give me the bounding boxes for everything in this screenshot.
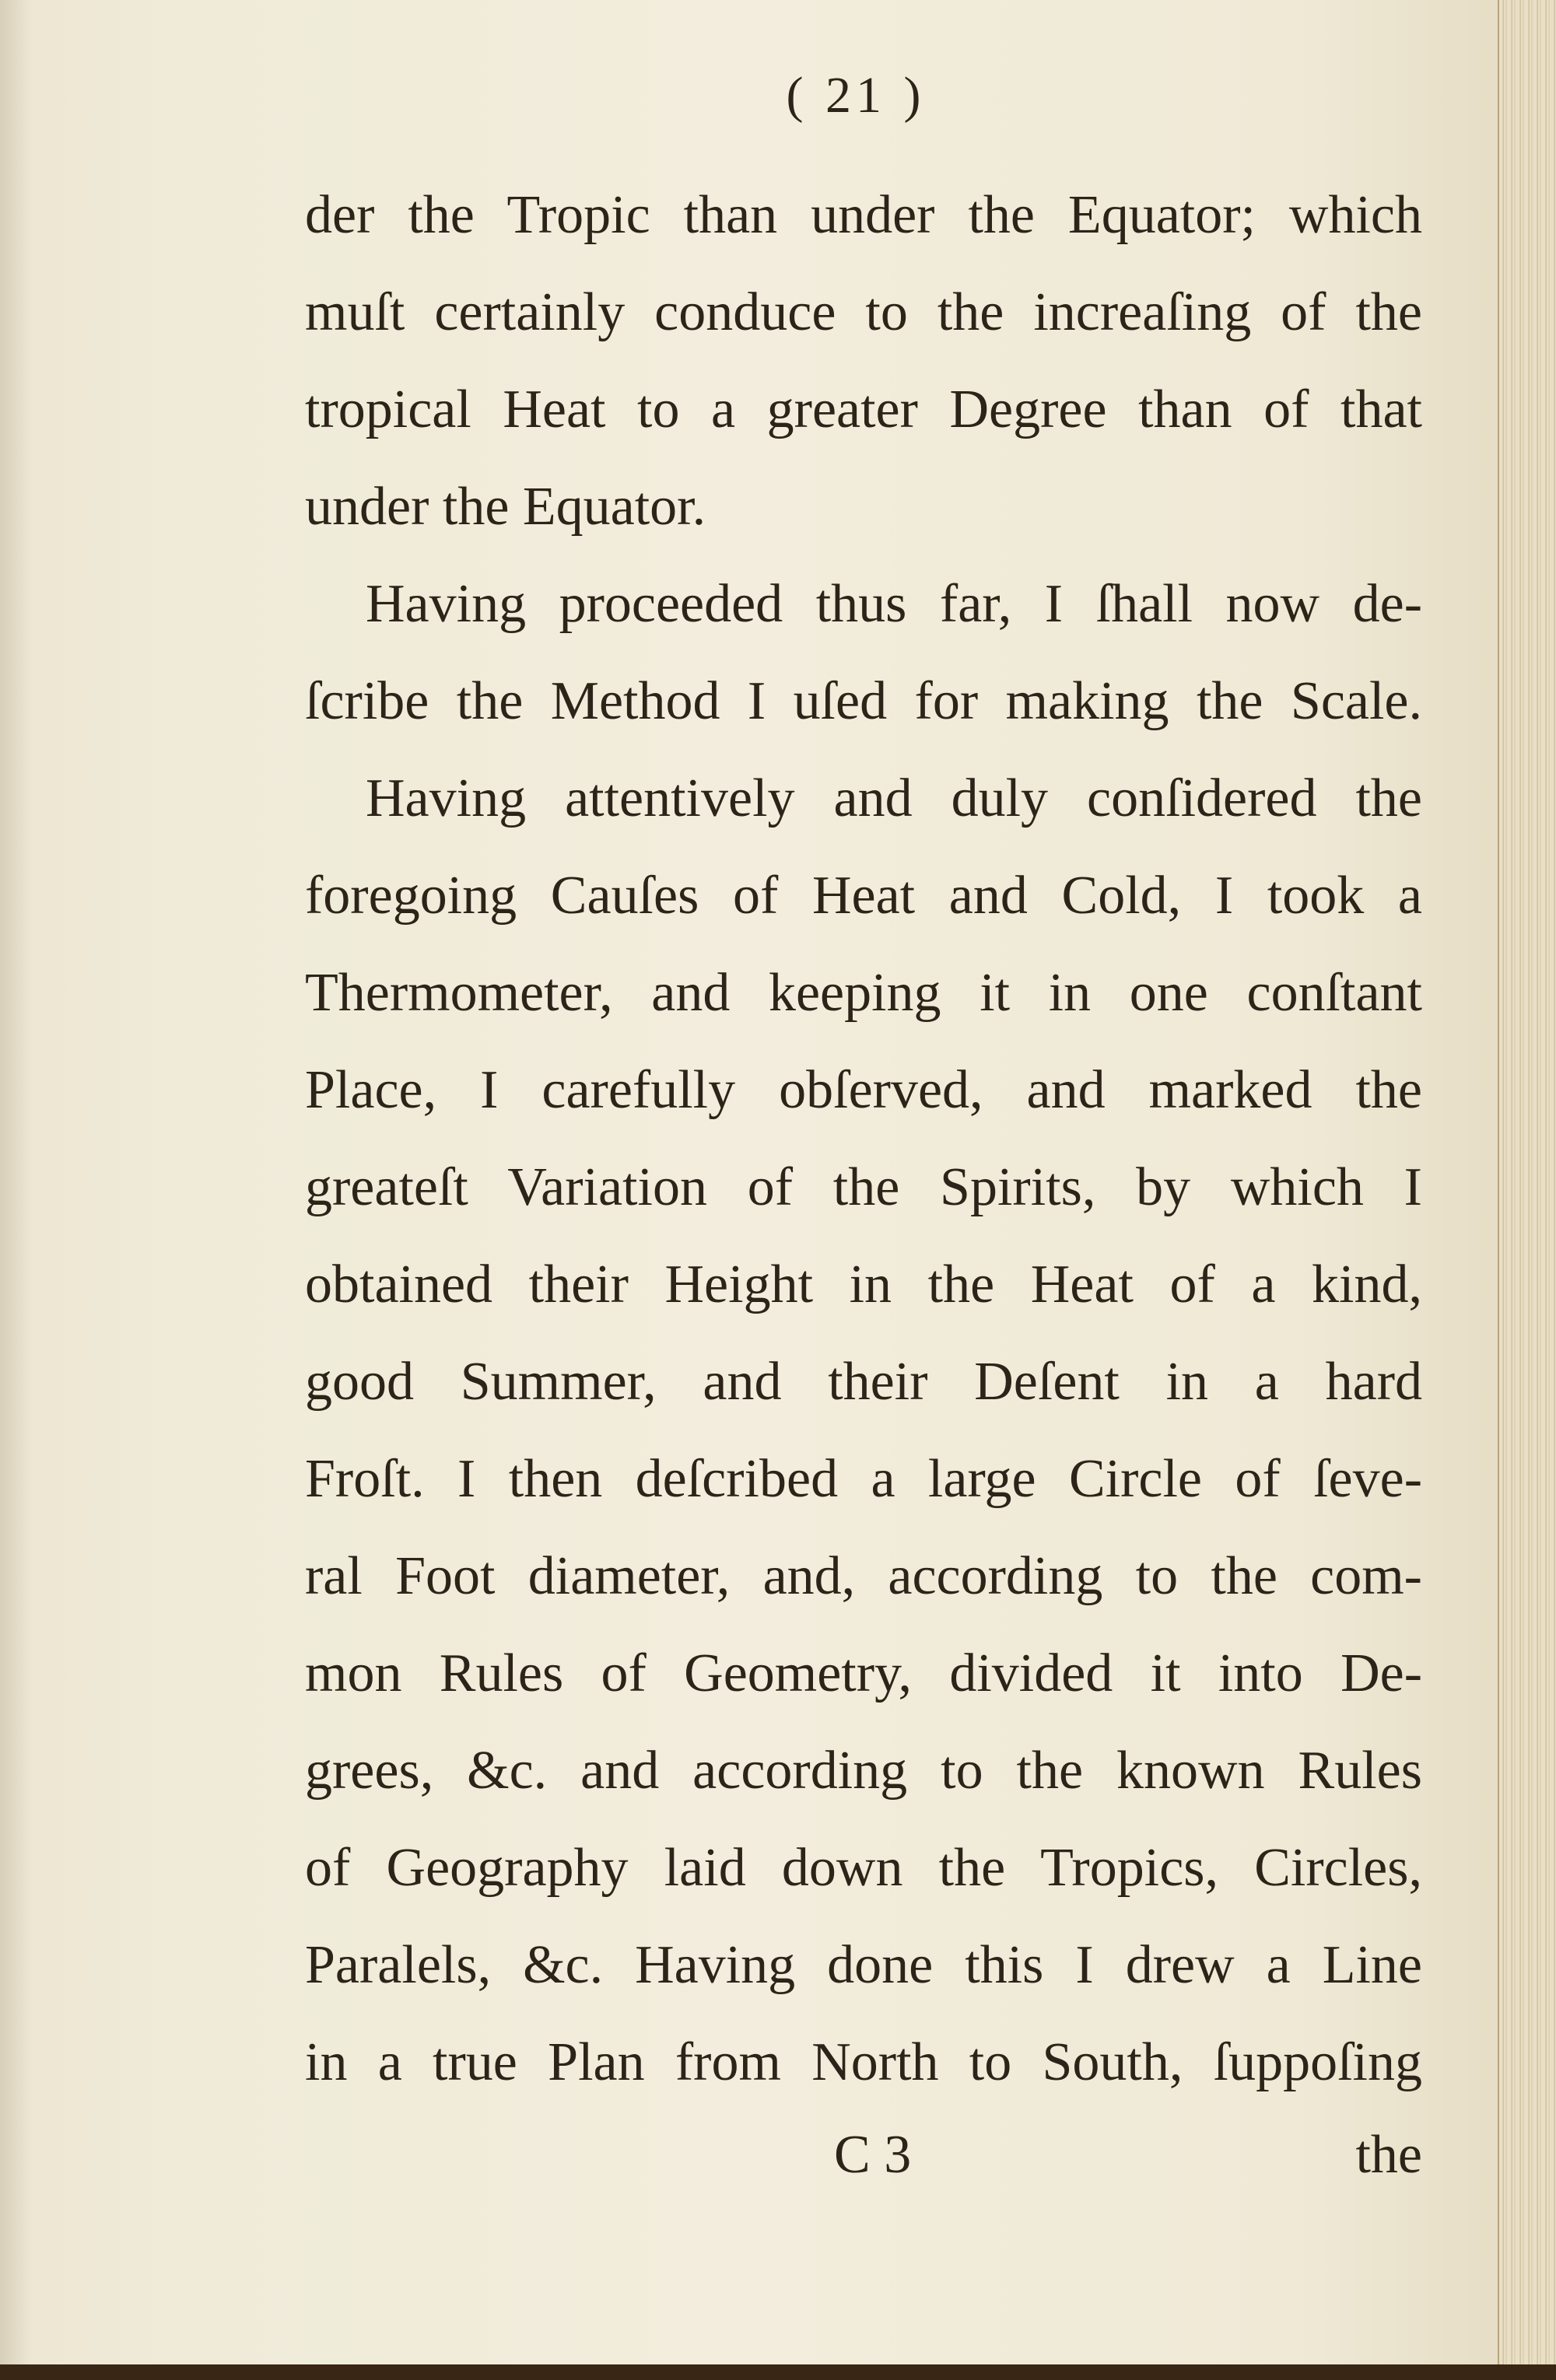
page-number: ( 21 ): [786, 67, 926, 124]
text-line: muſt certainly conduce to the increaſing of the: [305, 282, 1422, 342]
text-line: ſcribe the Method I uſed for making the Scale.: [305, 671, 1422, 731]
text-line: Having attentively and duly conſidered the: [366, 768, 1422, 828]
text-line: mon Rules of Geometry, divided it into De-: [305, 1643, 1422, 1703]
text-line: ral Foot diameter, and, according to the com-: [305, 1546, 1422, 1606]
text-line: Froſt. I then deſcribed a large Circle of ſeve-: [305, 1449, 1422, 1509]
text-line: in a true Plan from North to South, ſuppoſing: [305, 2032, 1422, 2092]
text-line: under the Equator.: [305, 477, 706, 537]
page-footer: [305, 2125, 1422, 2190]
text-line: Place, I carefully obſerved, and marked the: [305, 1060, 1422, 1120]
text-line: Thermometer, and keeping it in one conſtant: [305, 963, 1422, 1023]
page-edges: [1498, 0, 1556, 2364]
signature-mark: C 3: [834, 2125, 912, 2185]
text-line: greateſt Variation of the Spirits, by which I: [305, 1157, 1422, 1217]
text-line: Having proceeded thus far, I ſhall now de-: [366, 574, 1422, 634]
catchword: the: [1355, 2125, 1422, 2185]
bottom-edge: [0, 2364, 1556, 2380]
text-line: Paralels, &c. Having done this I drew a Line: [305, 1935, 1422, 1995]
text-line: foregoing Cauſes of Heat and Cold, I took a: [305, 866, 1422, 926]
text-line: good Summer, and their Deſent in a hard: [305, 1352, 1422, 1412]
text-line: obtained their Height in the Heat of a kind,: [305, 1255, 1422, 1314]
text-line: grees, &c. and according to the known Rules: [305, 1741, 1422, 1801]
text-line: der the Tropic than under the Equator; which: [305, 185, 1422, 245]
text-line: tropical Heat to a greater Degree than of that: [305, 380, 1422, 439]
text-line: of Geography laid down the Tropics, Circles,: [305, 1838, 1422, 1898]
